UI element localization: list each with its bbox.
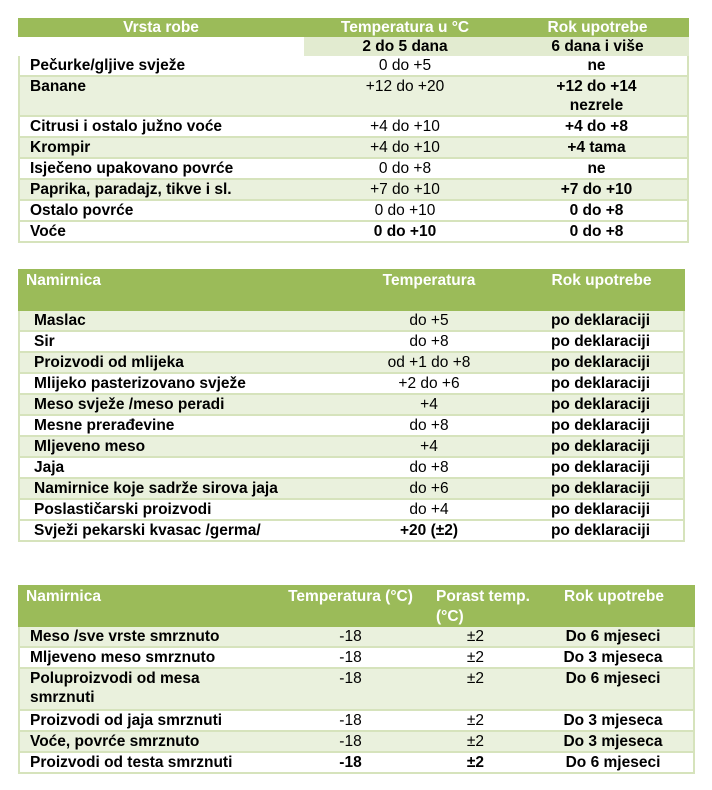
header-vrsta-robe: Vrsta robe [18, 18, 304, 37]
row-name: Poslastičarski proizvodi [18, 500, 340, 521]
row-temp: 0 do +10 [304, 222, 506, 243]
row-rok: +7 do +10 [506, 180, 689, 201]
row-temp: 0 do +10 [304, 201, 506, 222]
table-row [18, 56, 689, 77]
row-temp: -18 [283, 627, 418, 648]
table-header-row [18, 269, 685, 311]
row-temp: do +8 [340, 332, 518, 353]
fresh-produce-table [18, 18, 689, 243]
header-rok-upotrebe: Rok upotrebe [506, 18, 689, 37]
table-row [18, 732, 695, 753]
row-name: Proizvodi od testa smrznuti [18, 753, 283, 774]
row-temp: do +4 [340, 500, 518, 521]
row-temp: +7 do +10 [304, 180, 506, 201]
row-rok: po deklaraciji [518, 500, 685, 521]
table-row [18, 753, 695, 774]
row-temp: -18 [283, 732, 418, 753]
row-name: Meso /sve vrste smrznuto [18, 627, 283, 648]
row-rok: Do 6 mjeseci [533, 627, 695, 648]
row-temp: do +8 [340, 416, 518, 437]
row-name: Paprika, paradajz, tikve i sl. [18, 180, 304, 201]
table-row [18, 500, 685, 521]
row-rok: po deklaraciji [518, 332, 685, 353]
refrigerated-foods-table [18, 269, 685, 542]
table-row [18, 201, 689, 222]
row-name: Sir [18, 332, 340, 353]
row-temp: do +8 [340, 458, 518, 479]
row-rok: Do 3 mjeseca [533, 648, 695, 669]
row-rok: +4 do +8 [506, 117, 689, 138]
row-name: Mlijeko pasterizovano svježe [18, 374, 340, 395]
row-temp: -18 [283, 669, 418, 711]
row-name: Isječeno upakovano povrće [18, 159, 304, 180]
table-row [18, 521, 685, 542]
table-header-row [18, 18, 689, 37]
row-name: Svježi pekarski kvasac /germa/ [18, 521, 340, 542]
table-row [18, 395, 685, 416]
row-temp: +4 [340, 395, 518, 416]
row-rok: ne [506, 56, 689, 77]
table-row [18, 180, 689, 201]
row-name: Mljeveno meso smrznuto [18, 648, 283, 669]
row-name: Pečurke/gljive svježe [18, 56, 304, 77]
row-rok: po deklaraciji [518, 437, 685, 458]
row-rok: Do 6 mjeseci [533, 669, 695, 711]
row-name: Voće [18, 222, 304, 243]
row-name: Mesne prerađevine [18, 416, 340, 437]
row-temp: -18 [283, 711, 418, 732]
table-row [18, 458, 685, 479]
row-temp: 0 do +5 [304, 56, 506, 77]
table-row [18, 374, 685, 395]
row-porast: ±2 [418, 732, 533, 753]
row-porast: ±2 [418, 627, 533, 648]
table-row [18, 437, 685, 458]
row-name: Jaja [18, 458, 340, 479]
row-name: Citrusi i ostalo južno voće [18, 117, 304, 138]
table-row [18, 416, 685, 437]
table-row [18, 711, 695, 732]
row-rok: po deklaraciji [518, 521, 685, 542]
header-rok-upotrebe: Rok upotrebe [533, 585, 695, 627]
row-temp: +4 do +10 [304, 117, 506, 138]
row-temp: +12 do +20 [304, 77, 506, 117]
table-row [18, 479, 685, 500]
header-rok-upotrebe: Rok upotrebe [518, 269, 685, 311]
row-rok: po deklaraciji [518, 353, 685, 374]
header-temperatura: Temperatura [340, 269, 518, 311]
table-header-row [18, 585, 695, 627]
row-rok: ne [506, 159, 689, 180]
row-porast: ±2 [418, 753, 533, 774]
row-name: Proizvodi od jaja smrznuti [18, 711, 283, 732]
header-temperatura: Temperatura (°C) [283, 585, 418, 627]
row-rok: po deklaraciji [518, 395, 685, 416]
row-name: Namirnice koje sadrže sirova jaja [18, 479, 340, 500]
row-rok: Do 6 mjeseci [533, 753, 695, 774]
row-name: Poluproizvodi od mesa smrznuti [18, 669, 283, 711]
row-temp: -18 [283, 648, 418, 669]
row-name: Krompir [18, 138, 304, 159]
row-name: Meso svježe /meso peradi [18, 395, 340, 416]
table-row [18, 311, 685, 332]
row-temp: od +1 do +8 [340, 353, 518, 374]
row-temp: +4 [340, 437, 518, 458]
row-porast: ±2 [418, 648, 533, 669]
table-row [18, 627, 695, 648]
row-rok: Do 3 mjeseca [533, 711, 695, 732]
header-namirnica: Namirnica [18, 269, 340, 311]
table-row [18, 117, 689, 138]
row-temp: +4 do +10 [304, 138, 506, 159]
row-name: Voće, povrće smrznuto [18, 732, 283, 753]
row-rok: po deklaraciji [518, 311, 685, 332]
row-rok: po deklaraciji [518, 458, 685, 479]
table-row [18, 138, 689, 159]
table-row [18, 77, 689, 117]
table-row [18, 353, 685, 374]
header-porast-temp: Porast temp. (°C) [418, 585, 533, 627]
row-porast: ±2 [418, 711, 533, 732]
row-temp: do +6 [340, 479, 518, 500]
frozen-foods-table [18, 585, 695, 774]
row-temp: do +5 [340, 311, 518, 332]
table-row [18, 669, 695, 711]
table-row [18, 222, 689, 243]
table-row [18, 332, 685, 353]
row-name: Banane [18, 77, 304, 117]
row-name: Mljeveno meso [18, 437, 340, 458]
row-name: Ostalo povrće [18, 201, 304, 222]
subheader-2-5-dana: 2 do 5 dana [304, 37, 506, 56]
row-rok: +12 do +14 nezrele [506, 77, 689, 117]
table-row [18, 159, 689, 180]
row-temp: 0 do +8 [304, 159, 506, 180]
row-rok: Do 3 mjeseca [533, 732, 695, 753]
row-temp: +2 do +6 [340, 374, 518, 395]
row-rok: po deklaraciji [518, 416, 685, 437]
table-subheader-row [18, 37, 689, 56]
row-name: Proizvodi od mlijeka [18, 353, 340, 374]
header-namirnica: Namirnica [18, 585, 283, 627]
row-temp: -18 [283, 753, 418, 774]
row-rok: po deklaraciji [518, 479, 685, 500]
row-rok: po deklaraciji [518, 374, 685, 395]
row-rok: +4 tama [506, 138, 689, 159]
table-row [18, 648, 695, 669]
row-rok: 0 do +8 [506, 222, 689, 243]
subheader-6-dana: 6 dana i više [506, 37, 689, 56]
header-temperatura: Temperatura u °C [304, 18, 506, 37]
row-porast: ±2 [418, 669, 533, 711]
row-temp: +20 (±2) [340, 521, 518, 542]
row-name: Maslac [18, 311, 340, 332]
row-rok: 0 do +8 [506, 201, 689, 222]
